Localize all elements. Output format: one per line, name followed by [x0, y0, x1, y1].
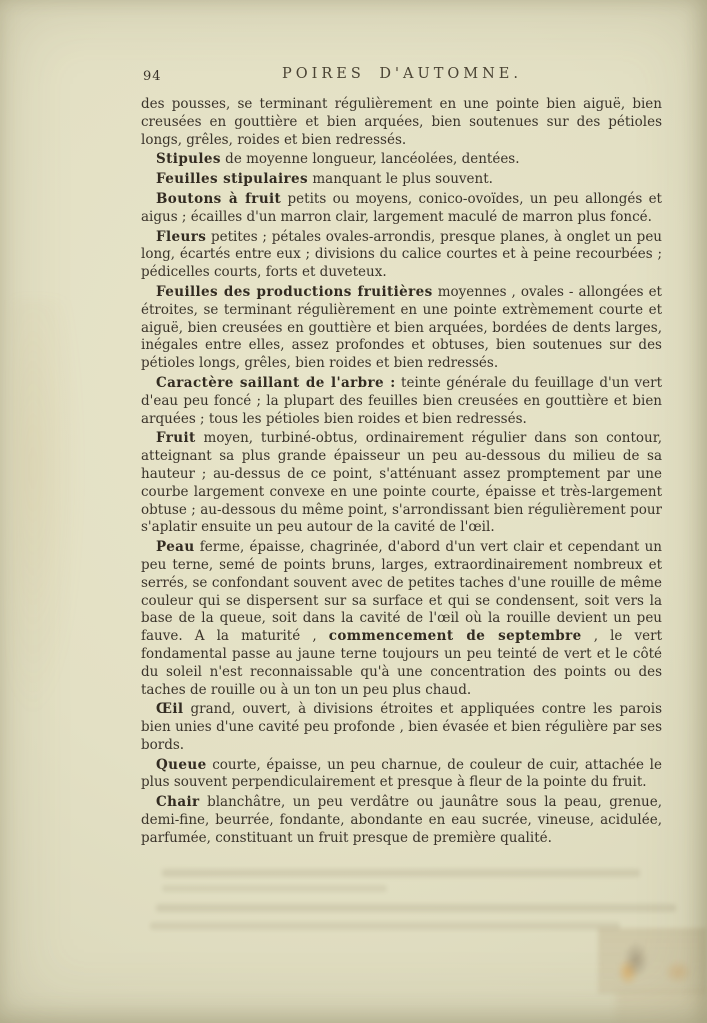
lead-word: Fleurs	[156, 228, 207, 245]
lead-word: Chair	[156, 794, 200, 811]
lead-word: Caractère saillant de l'arbre :	[156, 374, 396, 391]
showthrough-pear-illustration	[598, 928, 707, 994]
text-block	[141, 96, 662, 850]
text-run: teinte générale du feuillage d'un vert d'eau peu foncé ; la plupart des feuilles bien creusées en gouttière et bien arquées ; tous les pétioles bien roides et bien redressés.	[141, 374, 662, 427]
paragraph	[141, 171, 662, 189]
text-run: de moyenne longueur, lancéolées, dentées.	[220, 151, 520, 168]
paragraph	[141, 229, 662, 282]
text-run: manquant le plus souvent.	[308, 171, 493, 188]
text-run: ferme, épaisse, chagrinée, d'abord d'un vert clair et cependant un peu terne, semé de points bruns, larges, extraordinairement nombreux et serrés, se confondant souvent avec de petites taches d'une rouille de même couleur qui se dispersent sur sa surface et qui se condensent, soit vers la base de la queue, soit dans la cavité de l'œil où la rouille devient un peu fauve. A la maturité ,	[141, 539, 662, 645]
text-run: , le vert fondamental passe au jaune terne toujours un peu teinté de vert et le côté du soleil n'est reconnaissable qu'à une concentration des points ou des taches de rouille ou à un ton un peu plus chaud.	[141, 628, 663, 698]
showthrough-text-line	[162, 869, 640, 877]
lead-word: Boutons à fruit	[156, 190, 282, 207]
lead-word: Feuilles stipulaires	[156, 171, 309, 188]
lead-word: Peau	[156, 539, 195, 556]
lead-word: Fruit	[156, 430, 196, 447]
text-run: des pousses, se terminant régulièrement en une pointe bien aiguë, bien creusées en gouttière et bien arquées, bien soutenues sur des pétioles longs, grêles, roides et bien redressés.	[141, 96, 662, 148]
paragraph	[141, 151, 662, 169]
page-header	[141, 66, 663, 88]
paragraph	[141, 96, 662, 149]
lead-word: Œil	[156, 701, 184, 718]
lead-word: commencement de septembre	[328, 628, 582, 645]
text-run: grand, ouvert, à divisions étroites et appliquées contre les parois bien unies d'une cavité peu profonde , bien évasée et bien régulière par ses bords.	[141, 701, 662, 753]
showthrough-text-line	[162, 885, 387, 892]
lead-word: Stipules	[156, 151, 221, 168]
text-run: moyen, turbiné-obtus, ordinairement régulier dans son contour, atteignant sa plus grande épaisseur un peu au-dessous du milieu de sa hauteur ; au-dessus de ce point, s'atténuant assez promptement par une courbe largement convexe en une pointe courte, épaisse et très-largement obtuse ; au-dessous du même point, s'arrondissant bien régulièrement pour s'aplatir ensuite un peu autour de la cavité de l'œil.	[141, 430, 662, 536]
running-title: POIRES D'AUTOMNE.	[281, 66, 522, 82]
showthrough-pear-illustration-fade	[616, 992, 707, 1023]
text-run: moyennes , ovales - allongées et étroites, se terminant régulièrement en une pointe extrèmement courte et aiguë, bien creusées en gouttière et bien arquées, bordées de dents larges, inégales entre elles, assez profondes et obtuses, bien soutenues sur des pétioles longs, grêles, bien roides et bien redressés.	[141, 283, 662, 372]
page-number: 94	[143, 69, 162, 84]
lead-word: Feuilles des productions fruitières	[156, 283, 433, 300]
showthrough-text-line	[150, 922, 620, 930]
text-run: blanchâtre, un peu verdâtre ou jaunâtre sous la peau, grenue, demi-fine, beurrée, fondante, abondante en eau sucrée, vineuse, acidulée, parfumée, constituant un fruit presque de première qualité.	[141, 794, 662, 846]
text-run: petits ou moyens, conico-ovoïdes, un peu allongés et aigus ; écailles d'un marron clair, largement maculé de marron plus foncé.	[141, 190, 662, 225]
paragraph	[141, 757, 662, 793]
text-run: courte, épaisse, un peu charnue, de couleur de cuir, attachée le plus souvent perpendiculairement et presque à fleur de la pointe du fruit.	[141, 756, 662, 791]
paragraph	[141, 284, 662, 373]
paragraph	[141, 539, 662, 699]
paragraph	[141, 794, 662, 847]
paragraph	[141, 191, 662, 227]
text-run: petites ; pétales ovales-arrondis, presque planes, à onglet un peu long, écartés entre eux ; divisions du calice courtes et à peine recourbées ; pédicelles courts, forts et duveteux.	[141, 228, 662, 281]
paragraph	[141, 375, 662, 428]
paper-stain	[12, 300, 82, 720]
paragraph	[141, 430, 662, 537]
paragraph	[141, 701, 662, 754]
showthrough-text-line	[156, 904, 676, 912]
lead-word: Queue	[156, 756, 207, 773]
